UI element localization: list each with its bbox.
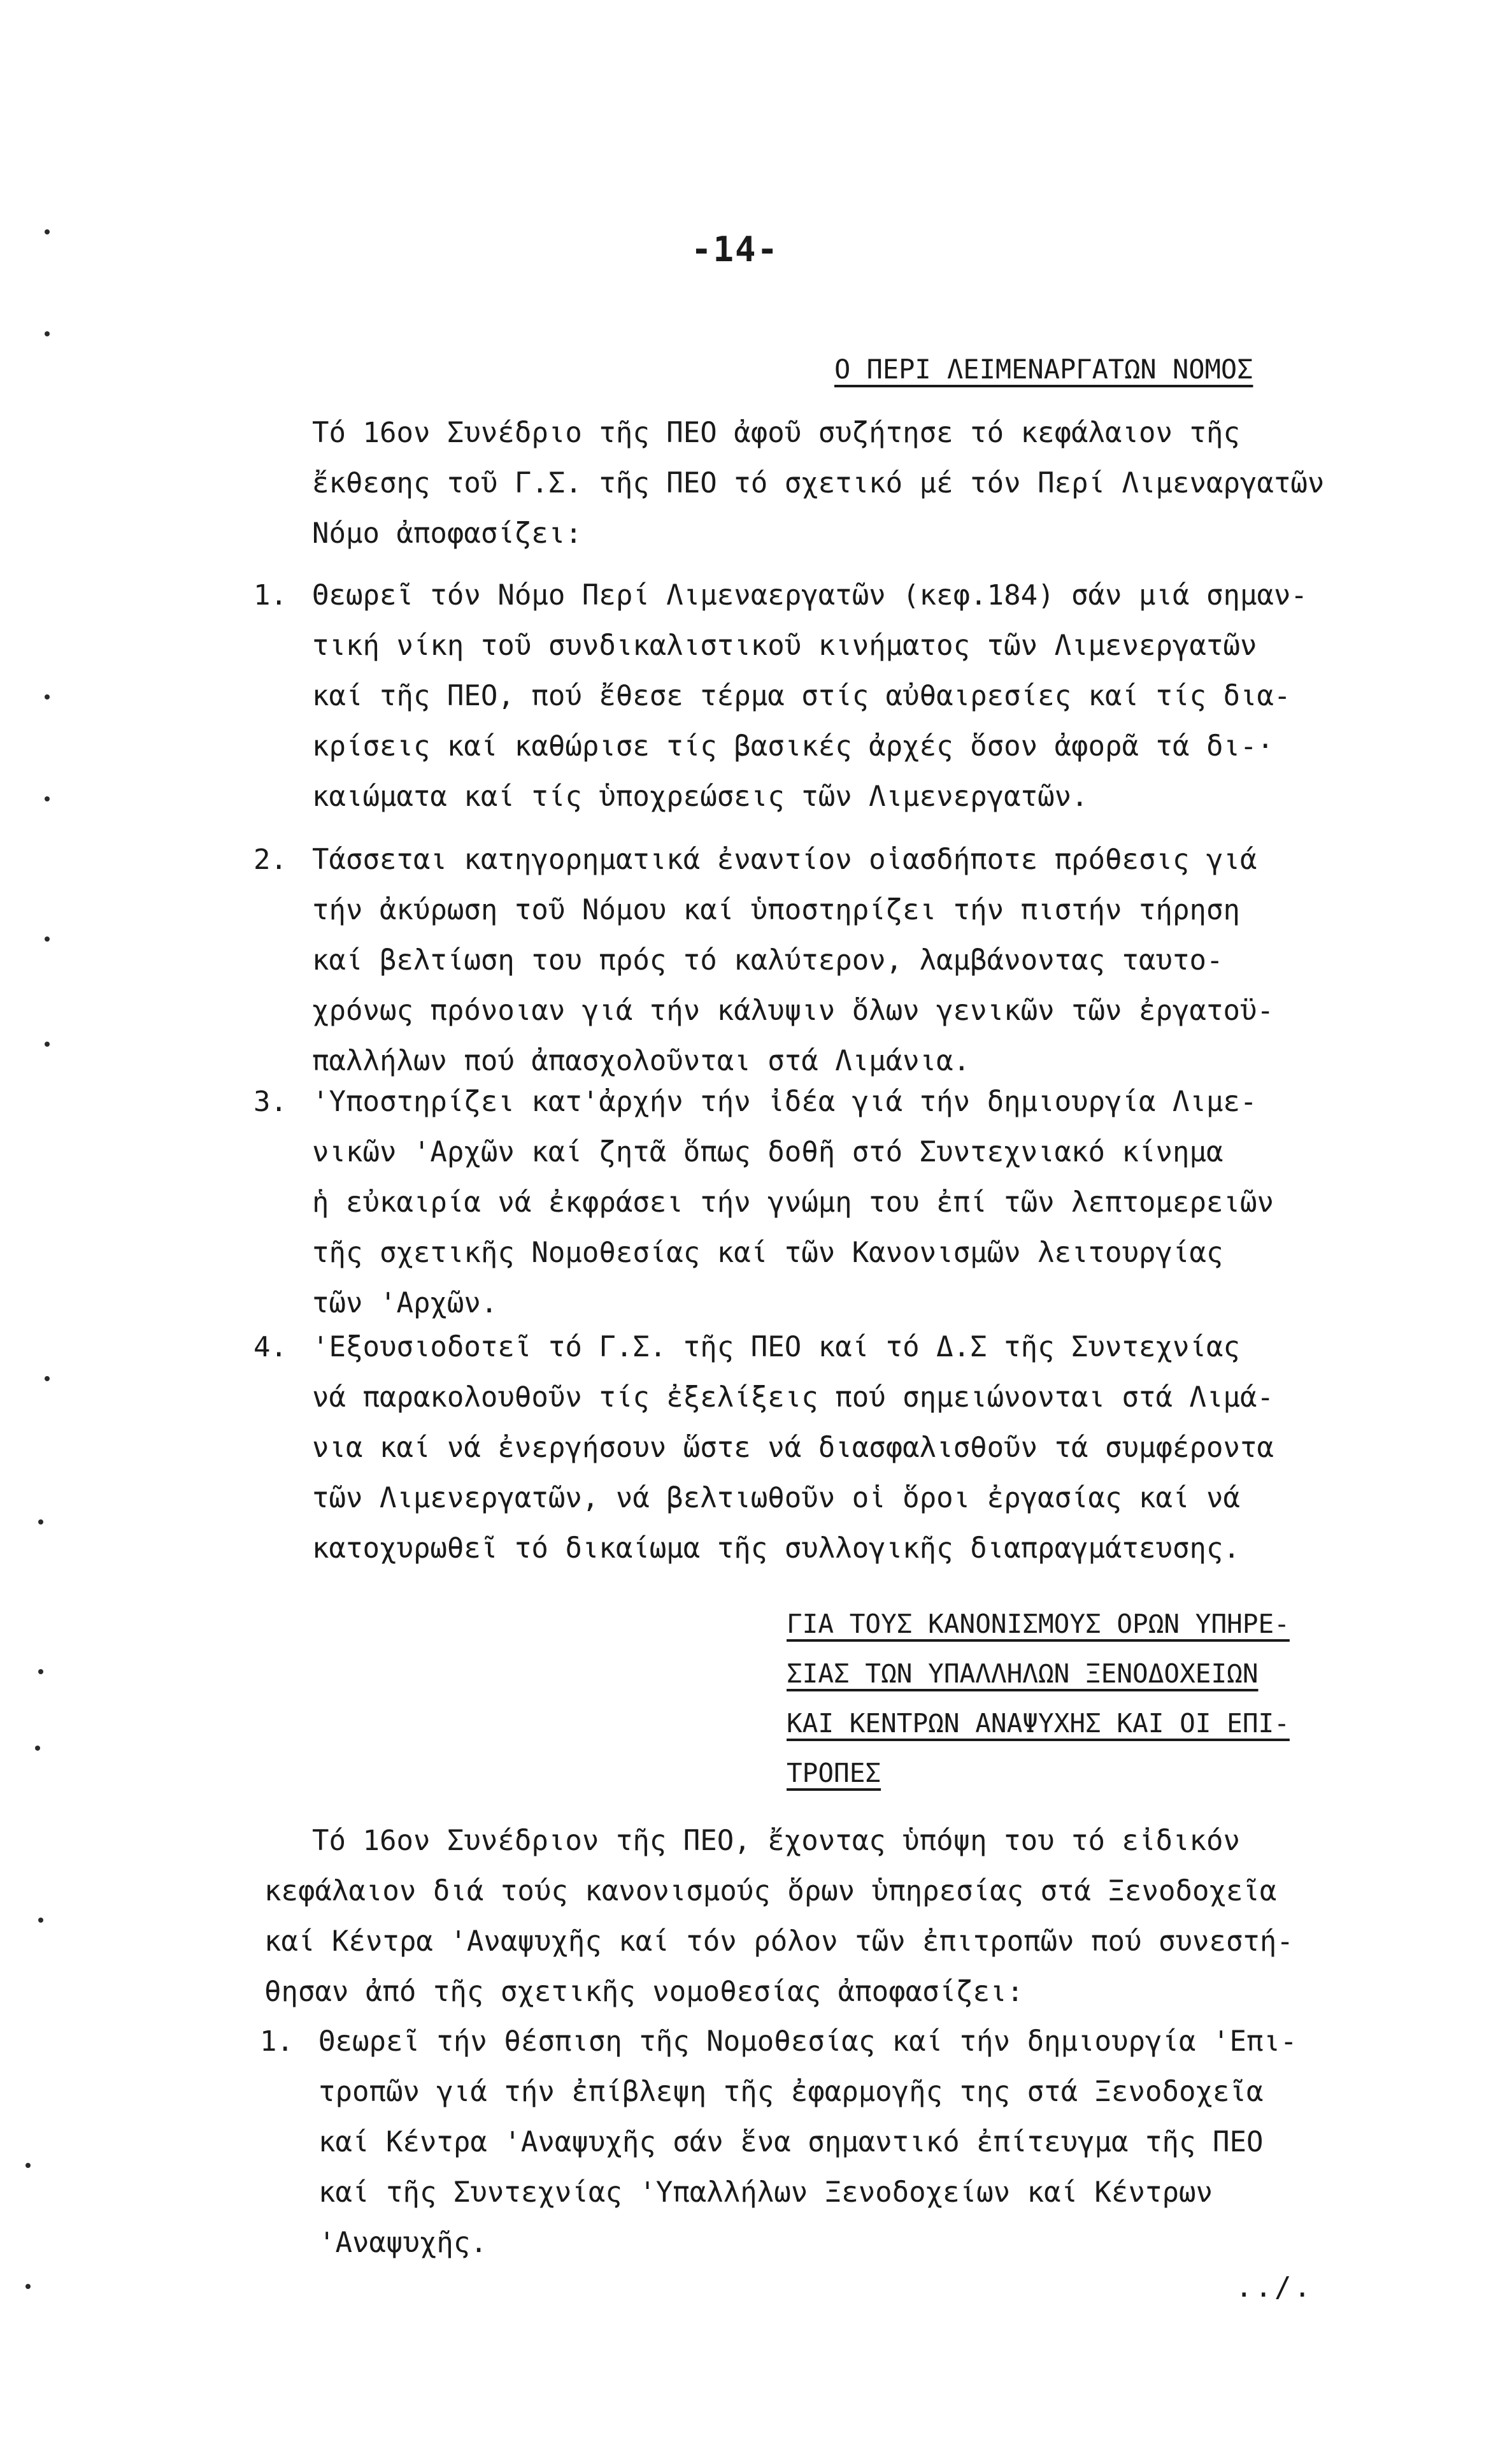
- text-line: Τό 16ον Συνέδριον τῆς ΠΕΟ, ἔχοντας ὑπόψη του τό εἰδικόν: [312, 1825, 1240, 1857]
- text-line: Τό 16ον Συνέδριο τῆς ΠΕΟ ἀφοῦ συζήτησε τό κεφάλαιον τῆς: [312, 417, 1240, 449]
- text-line: τῶν Λιμενεργατῶν, νά βελτιωθοῦν οἱ ὅροι ἐργασίας καί νά: [312, 1482, 1240, 1514]
- text-line: νικῶν 'Αρχῶν καί ζητᾶ ὅπως δοθῆ στό Συντεχνιακό κίνημα: [312, 1136, 1223, 1168]
- scan-speck: [38, 1918, 43, 1923]
- heading-line: ΚΑΙ ΚΕΝΤΡΩΝ ΑΝΑΨΥΧΗΣ ΚΑΙ ΟΙ ΕΠΙ-: [787, 1708, 1290, 1739]
- scan-speck: [45, 936, 50, 942]
- item-number: 2.: [253, 843, 287, 876]
- text-line: κατοχυρωθεῖ τό δικαίωμα τῆς συλλογικῆς διαπραγμάτευσης.: [312, 1532, 1240, 1565]
- resolution-item: [260, 2016, 1297, 2268]
- scan-speck: [38, 1669, 43, 1674]
- scan-speck: [45, 1376, 50, 1381]
- text-line: τήν ἀκύρωση τοῦ Νόμου καί ὑποστηρίζει τήν πιστήν τήρηση: [312, 894, 1240, 926]
- section2-intro: [264, 1816, 1294, 2017]
- text-line: 'Εξουσιοδοτεῖ τό Γ.Σ. τῆς ΠΕΟ καί τό Δ.Σ τῆς Συντεχνίας: [312, 1331, 1240, 1363]
- text-line: νά παρακολουθοῦν τίς ἐξελίξεις πού σημειώνονται στά Λιμά-: [312, 1381, 1274, 1414]
- text-line: ἡ εὐκαιρία νά ἐκφράσει τήν γνώμη του ἐπί τῶν λεπτομερειῶν: [312, 1186, 1274, 1219]
- resolution-item: [253, 835, 1274, 1086]
- scan-speck: [45, 694, 50, 700]
- text-line: καί Κέντρα 'Αναψυχῆς σάν ἕνα σημαντικό ἐπίτευγμα τῆς ΠΕΟ: [318, 2126, 1264, 2158]
- continuation-mark: ../.: [1236, 2271, 1313, 2304]
- text-line: καί τῆς ΠΕΟ, πού ἔθεσε τέρμα στίς αὐθαιρεσίες καί τίς δια-: [312, 680, 1291, 712]
- heading-line: ΓΙΑ ΤΟΥΣ ΚΑΝΟΝΙΣΜΟΥΣ ΟΡΩΝ ΥΠΗΡΕ-: [787, 1609, 1290, 1639]
- text-line: Θεωρεῖ τήν θέσπιση τῆς Νομοθεσίας καί τήν δημιουργία 'Επι-: [318, 2025, 1297, 2058]
- text-line: 'Υποστηρίζει κατ'ἀρχήν τήν ἰδέα γιά τήν δημιουργία Λιμε-: [312, 1086, 1257, 1118]
- text-line: κεφάλαιον διά τούς κανονισμούς ὅρων ὑπηρεσίας στά Ξενοδοχεῖα: [264, 1875, 1277, 1907]
- scan-speck: [25, 2284, 31, 2289]
- item-number: 4.: [253, 1331, 287, 1363]
- heading-line: ΤΡΟΠΕΣ: [787, 1758, 881, 1788]
- text-line: Τάσσεται κατηγορηματικά ἐναντίον οἱασδήποτε πρόθεσις γιά: [312, 843, 1257, 876]
- text-line: τροπῶν γιά τήν ἐπίβλεψη τῆς ἐφαρμογῆς της στά Ξενοδοχεῖα: [318, 2076, 1264, 2108]
- text-line: καιώματα καί τίς ὑποχρεώσεις τῶν Λιμενεργατῶν.: [312, 780, 1088, 813]
- text-line: καί βελτίωση του πρός τό καλύτερον, λαμβάνοντας ταυτο-: [312, 944, 1223, 977]
- page-number: -14-: [691, 229, 780, 269]
- text-line: τῶν 'Αρχῶν.: [312, 1287, 498, 1319]
- text-line: θησαν ἀπό τῆς σχετικῆς νομοθεσίας ἀποφασίζει:: [264, 1976, 1024, 2008]
- text-line: Θεωρεῖ τόν Νόμο Περί Λιμεναεργατῶν (κεφ.184) σάν μιά σημαν-: [312, 579, 1308, 612]
- text-line: 'Αναψυχῆς.: [318, 2227, 487, 2259]
- section-heading-dockworkers-law: Ο ΠΕΡΙ ΛΕΙΜΕΝΑΡΓΑΤΩΝ ΝΟΜΟΣ: [834, 354, 1253, 385]
- scan-speck: [45, 796, 50, 801]
- resolution-item: [253, 570, 1308, 822]
- section-heading-hotel-regulations: [787, 1599, 1430, 1798]
- scan-speck: [25, 2163, 31, 2168]
- text-line: τική νίκη τοῦ συνδικαλιστικοῦ κινήματος τῶν Λιμενεργατῶν: [312, 629, 1257, 662]
- text-line: παλλήλων πού ἀπασχολοῦνται στά Λιμάνια.: [312, 1045, 971, 1077]
- scan-speck: [45, 331, 50, 336]
- scan-speck: [45, 1042, 50, 1047]
- section1-intro: [312, 408, 1324, 559]
- scan-speck: [45, 229, 50, 234]
- heading-line: ΣΙΑΣ ΤΩΝ ΥΠΑΛΛΗΛΩΝ ΞΕΝΟΔΟΧΕΙΩΝ: [787, 1658, 1259, 1689]
- text-line: νια καί νά ἐνεργήσουν ὥστε νά διασφαλισθοῦν τά συμφέροντα: [312, 1432, 1274, 1464]
- resolution-item: [253, 1077, 1274, 1328]
- text-line: καί Κέντρα 'Αναψυχῆς καί τόν ρόλον τῶν ἐπιτροπῶν πού συνεστή-: [264, 1925, 1294, 1958]
- text-line: Νόμο ἀποφασίζει:: [312, 517, 582, 550]
- text-line: ἔκθεσης τοῦ Γ.Σ. τῆς ΠΕΟ τό σχετικό μέ τόν Περί Λιμεναργατῶν: [312, 467, 1325, 499]
- text-line: χρόνως πρόνοιαν γιά τήν κάλυψιν ὅλων γενικῶν τῶν ἐργατοϋ-: [312, 994, 1274, 1027]
- item-number: 3.: [253, 1086, 287, 1118]
- item-number: 1.: [253, 579, 287, 612]
- text-line: τῆς σχετικῆς Νομοθεσίας καί τῶν Κανονισμῶν λειτουργίας: [312, 1237, 1223, 1269]
- item-number: 1.: [260, 2025, 294, 2058]
- scan-speck: [35, 1746, 40, 1751]
- resolution-item: [253, 1322, 1274, 1574]
- text-line: κρίσεις καί καθώρισε τίς βασικές ἀρχές ὅσον ἀφορᾶ τά δι-·: [312, 730, 1274, 763]
- scan-speck: [38, 1519, 43, 1525]
- text-line: καί τῆς Συντεχνίας 'Υπαλλήλων Ξενοδοχείων καί Κέντρων: [318, 2176, 1213, 2209]
